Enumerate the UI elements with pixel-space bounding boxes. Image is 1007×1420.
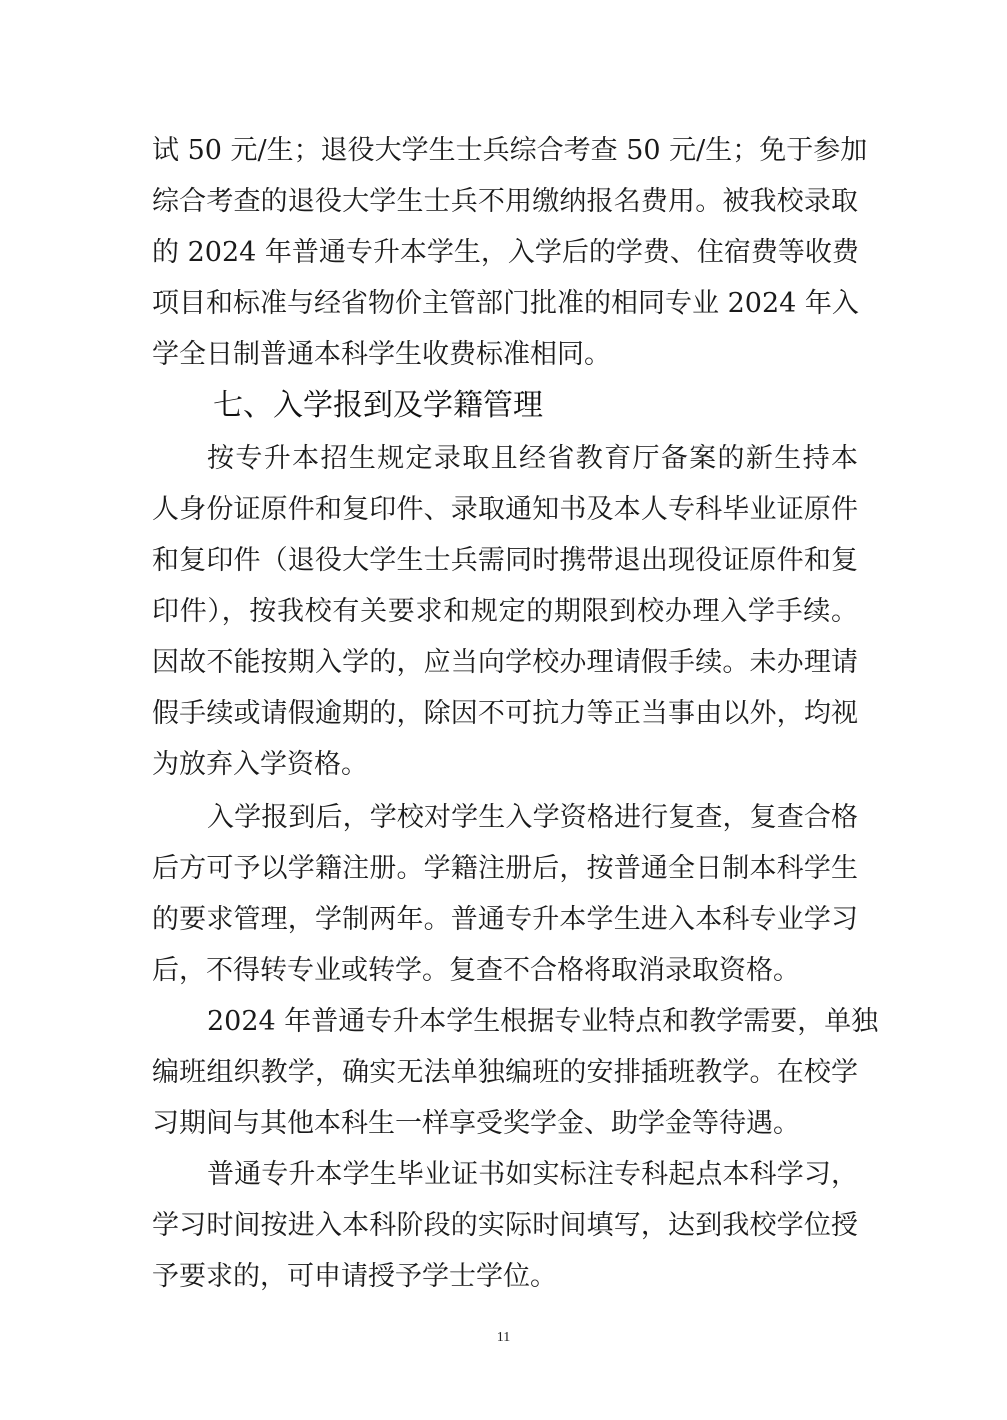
paragraph-2-line-3: 和复印件（退役大学生士兵需同时携带退出现役证原件和复 [152, 545, 858, 576]
paragraph-1-line-1: 试 50 元/生；退役大学生士兵综合考查 50 元/生；免于参加 [152, 135, 868, 166]
section-heading: 七、入学报到及学籍管理 [213, 388, 543, 423]
paragraph-4-line-1: 2024 年普通专升本学生根据专业特点和教学需要，单独 [207, 1006, 879, 1037]
paragraph-2-line-6: 假手续或请假逾期的，除因不可抗力等正当事由以外，均视 [152, 698, 858, 729]
paragraph-3-line-2: 后方可予以学籍注册。学籍注册后，按普通全日制本科学生 [152, 853, 858, 884]
paragraph-3-line-1: 入学报到后，学校对学生入学资格进行复查，复查合格 [207, 802, 858, 833]
paragraph-2-line-7: 为放弃入学资格。 [152, 749, 368, 780]
paragraph-2-line-5: 因故不能按期入学的，应当向学校办理请假手续。未办理请 [152, 647, 858, 678]
paragraph-4-line-3: 习期间与其他本科生一样享受奖学金、助学金等待遇。 [152, 1108, 800, 1139]
paragraph-3-line-4: 后，不得转专业或转学。复查不合格将取消录取资格。 [152, 955, 800, 986]
paragraph-5-line-3: 予要求的，可申请授予学士学位。 [152, 1261, 557, 1292]
paragraph-1-line-2: 综合考查的退役大学生士兵不用缴纳报名费用。被我校录取 [152, 186, 858, 217]
paragraph-5-line-1: 普通专升本学生毕业证书如实标注专科起点本科学习， [207, 1159, 858, 1190]
paragraph-3-line-3: 的要求管理，学制两年。普通专升本学生进入本科专业学习 [152, 904, 858, 935]
paragraph-1-line-5: 学全日制普通本科学生收费标准相同。 [152, 339, 611, 370]
paragraph-5-line-2: 学习时间按进入本科阶段的实际时间填写，达到我校学位授 [152, 1210, 858, 1241]
paragraph-2-line-2: 人身份证原件和复印件、录取通知书及本人专科毕业证原件 [152, 494, 858, 525]
paragraph-1-line-4: 项目和标准与经省物价主管部门批准的相同专业 2024 年入 [152, 288, 859, 319]
paragraph-2-line-1: 按专升本招生规定录取且经省教育厅备案的新生持本 [207, 443, 858, 474]
page-number: 11 [496, 1330, 511, 1345]
paragraph-1-line-3: 的 2024 年普通专升本学生，入学后的学费、住宿费等收费 [152, 237, 859, 268]
paragraph-2-line-4: 印件），按我校有关要求和规定的期限到校办理入学手续。 [152, 596, 858, 627]
paragraph-4-line-2: 编班组织教学，确实无法单独编班的安排插班教学。在校学 [152, 1057, 858, 1088]
